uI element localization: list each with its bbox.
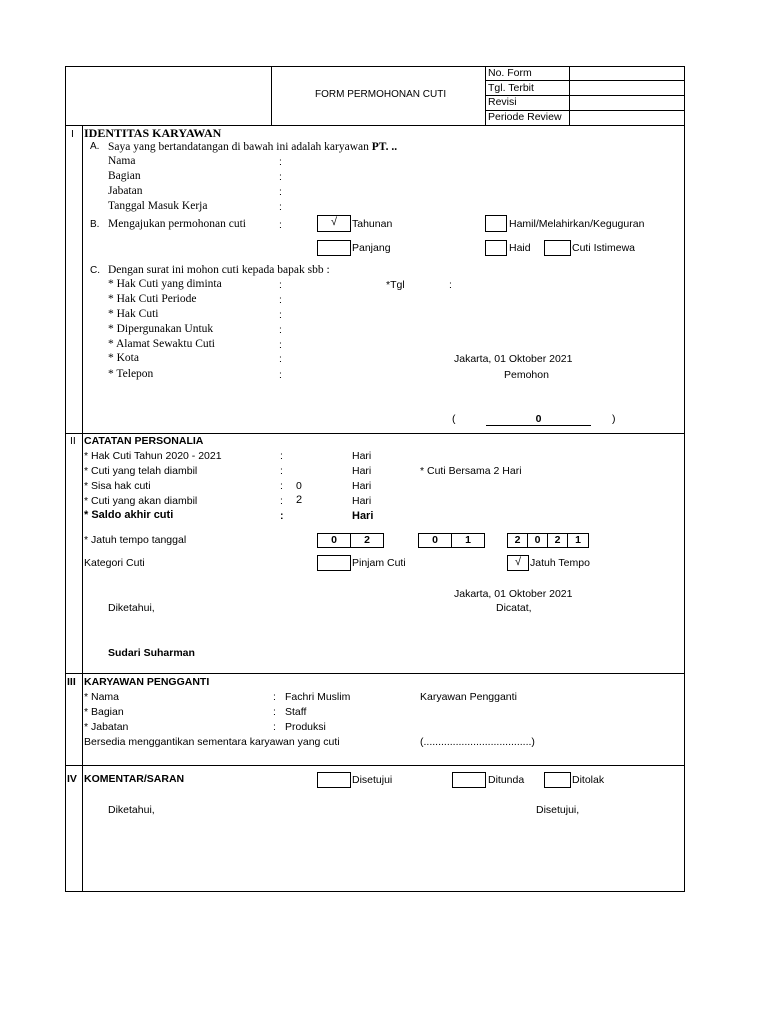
signature-close: ): [612, 413, 616, 425]
colon: :: [280, 495, 283, 507]
due-year-digit[interactable]: 2: [547, 533, 568, 548]
personnel-row-label: * Hak Cuti Tahun 2020 - 2021: [84, 450, 222, 462]
kategori-label: Kategori Cuti: [84, 557, 145, 569]
replacement-label: * Nama: [84, 691, 120, 703]
colon: :: [280, 510, 284, 522]
c-field-label: * Kota: [108, 352, 139, 364]
colon: :: [449, 279, 452, 291]
colon: :: [279, 369, 282, 381]
meta-label-tgl-terbit: Tgl. Terbit: [488, 82, 534, 94]
option-ditunda: Ditunda: [488, 774, 525, 786]
field-label-bagian: Bagian: [108, 170, 141, 182]
unit-label: Hari: [352, 495, 372, 507]
disetujui-label: Disetujui,: [536, 804, 580, 816]
colon: :: [279, 324, 282, 336]
due-month-digit[interactable]: 1: [451, 533, 485, 548]
c-field-label: * Dipergunakan Untuk: [108, 323, 214, 335]
replacement-value: Staff: [285, 706, 307, 718]
personnel-row-label: * Cuti yang akan diambil: [84, 495, 198, 507]
replacement-value: Produksi: [285, 721, 326, 733]
bersedia-text: Bersedia menggantikan sementara karyawan yang cuti: [84, 736, 340, 748]
colon: :: [279, 339, 282, 351]
replacement-label: * Jabatan: [84, 721, 129, 733]
checkbox-pinjam-cuti[interactable]: [317, 555, 351, 571]
applicant-signature-name: 0: [486, 413, 591, 426]
section-title: KOMENTAR/SARAN: [84, 773, 185, 785]
colon: :: [273, 691, 276, 703]
section-title: KARYAWAN PENGGANTI: [84, 676, 210, 688]
meta-label-revisi: Revisi: [488, 96, 517, 108]
section-number: IV: [67, 773, 77, 785]
diketahui-label: Diketahui,: [108, 602, 155, 614]
leave-request-label: Mengajukan permohonan cuti: [108, 218, 246, 230]
statement-body: Saya yang bertandatangan di bawah ini adalah karyawan: [108, 141, 369, 153]
due-year-digit[interactable]: 2: [507, 533, 528, 548]
section-number: II: [70, 435, 76, 447]
due-date-label: * Jatuh tempo tanggal: [84, 534, 187, 546]
checkbox-tahunan[interactable]: √: [317, 215, 351, 232]
colon: :: [273, 721, 276, 733]
due-year-digit[interactable]: 1: [567, 533, 589, 548]
section-number: III: [67, 676, 76, 688]
option-pinjam-cuti: Pinjam Cuti: [352, 557, 406, 569]
colon: :: [279, 201, 282, 213]
dicatat-label: Dicatat,: [496, 602, 532, 614]
checkbox-disetujui[interactable]: [317, 772, 351, 788]
unit-label: Hari: [352, 510, 374, 522]
checkbox-hamil[interactable]: [485, 215, 507, 232]
due-day-digit[interactable]: 2: [350, 533, 384, 548]
colon: :: [280, 480, 283, 492]
personnel-row-label: * Cuti yang telah diambil: [84, 465, 198, 477]
request-intro: Dengan surat ini mohon cuti kepada bapak sbb :: [108, 264, 330, 276]
option-istimewa: Cuti Istimewa: [572, 242, 636, 254]
option-jatuh-tempo: Jatuh Tempo: [530, 557, 590, 569]
pemohon-label: Pemohon: [504, 369, 549, 381]
colon: :: [279, 186, 282, 198]
c-field-label: * Hak Cuti: [108, 308, 159, 320]
section-title: CATATAN PERSONALIA: [84, 435, 204, 447]
checkbox-ditolak[interactable]: [544, 772, 571, 788]
unit-label: Hari: [352, 465, 372, 477]
option-ditolak: Ditolak: [572, 774, 605, 786]
option-panjang: Panjang: [352, 242, 391, 254]
field-label-tanggal-masuk: Tanggal Masuk Kerja: [108, 200, 208, 212]
company-name: PT. ..: [371, 141, 398, 153]
signature-open: (: [452, 413, 456, 425]
due-year-digit[interactable]: 0: [527, 533, 548, 548]
meta-label-periode-review: Periode Review: [488, 111, 562, 123]
checkbox-jatuh-tempo[interactable]: √: [507, 555, 529, 571]
statement-text: [108, 141, 397, 153]
replacement-signature-line: (.....................................): [420, 736, 535, 748]
option-hamil: Hamil/Melahirkan/Keguguran: [509, 218, 645, 230]
colon: :: [279, 171, 282, 183]
option-haid: Haid: [509, 242, 531, 254]
option-tahunan: Tahunan: [352, 218, 393, 230]
option-disetujui: Disetujui: [352, 774, 393, 786]
colon: :: [279, 156, 282, 168]
c-field-label: * Hak Cuti Periode: [108, 293, 197, 305]
replacement-label: * Bagian: [84, 706, 124, 718]
c-field-label: * Telepon: [108, 368, 154, 380]
c-field-label: * Hak Cuti yang diminta: [108, 278, 222, 290]
colon: :: [279, 279, 282, 291]
checkbox-istimewa[interactable]: [544, 240, 571, 256]
due-day-digit[interactable]: 0: [317, 533, 351, 548]
tgl-label: *Tgl: [386, 279, 405, 291]
checkbox-haid[interactable]: [485, 240, 507, 256]
personnel-row-label: * Sisa hak cuti: [84, 480, 151, 492]
checkbox-ditunda[interactable]: [452, 772, 486, 788]
cuti-bersama-note: * Cuti Bersama 2 Hari: [420, 465, 522, 477]
signer-name: Sudari Suharman: [108, 647, 195, 659]
field-label-jabatan: Jabatan: [108, 185, 143, 197]
item-letter: B.: [90, 219, 100, 230]
place-date: Jakarta, 01 Oktober 2021: [454, 353, 573, 365]
personnel-row-value: 0: [296, 480, 302, 492]
saldo-label: * Saldo akhir cuti: [84, 509, 174, 521]
form-title: FORM PERMOHONAN CUTI: [315, 89, 447, 100]
section-title: IDENTITAS KARYAWAN: [84, 126, 222, 140]
replacement-value: Fachri Muslim: [285, 691, 351, 703]
item-letter: A.: [90, 141, 100, 152]
checkbox-panjang[interactable]: [317, 240, 351, 256]
field-label-nama: Nama: [108, 155, 136, 167]
diketahui-label: Diketahui,: [108, 804, 155, 816]
section-number: I: [71, 128, 74, 140]
place-date: Jakarta, 01 Oktober 2021: [454, 588, 573, 600]
c-field-label: * Alamat Sewaktu Cuti: [108, 338, 216, 350]
colon: :: [279, 219, 282, 231]
item-letter: C.: [90, 265, 100, 276]
meta-label-no-form: No. Form: [488, 67, 532, 79]
colon: :: [280, 465, 283, 477]
unit-label: Hari: [352, 450, 372, 462]
colon: :: [280, 450, 283, 462]
karyawan-pengganti-label: Karyawan Pengganti: [420, 691, 517, 703]
colon: :: [279, 294, 282, 306]
colon: :: [279, 309, 282, 321]
unit-label: Hari: [352, 480, 372, 492]
personnel-row-value: 2: [296, 494, 303, 506]
colon: :: [273, 706, 276, 718]
colon: :: [279, 353, 282, 365]
due-month-digit[interactable]: 0: [418, 533, 452, 548]
